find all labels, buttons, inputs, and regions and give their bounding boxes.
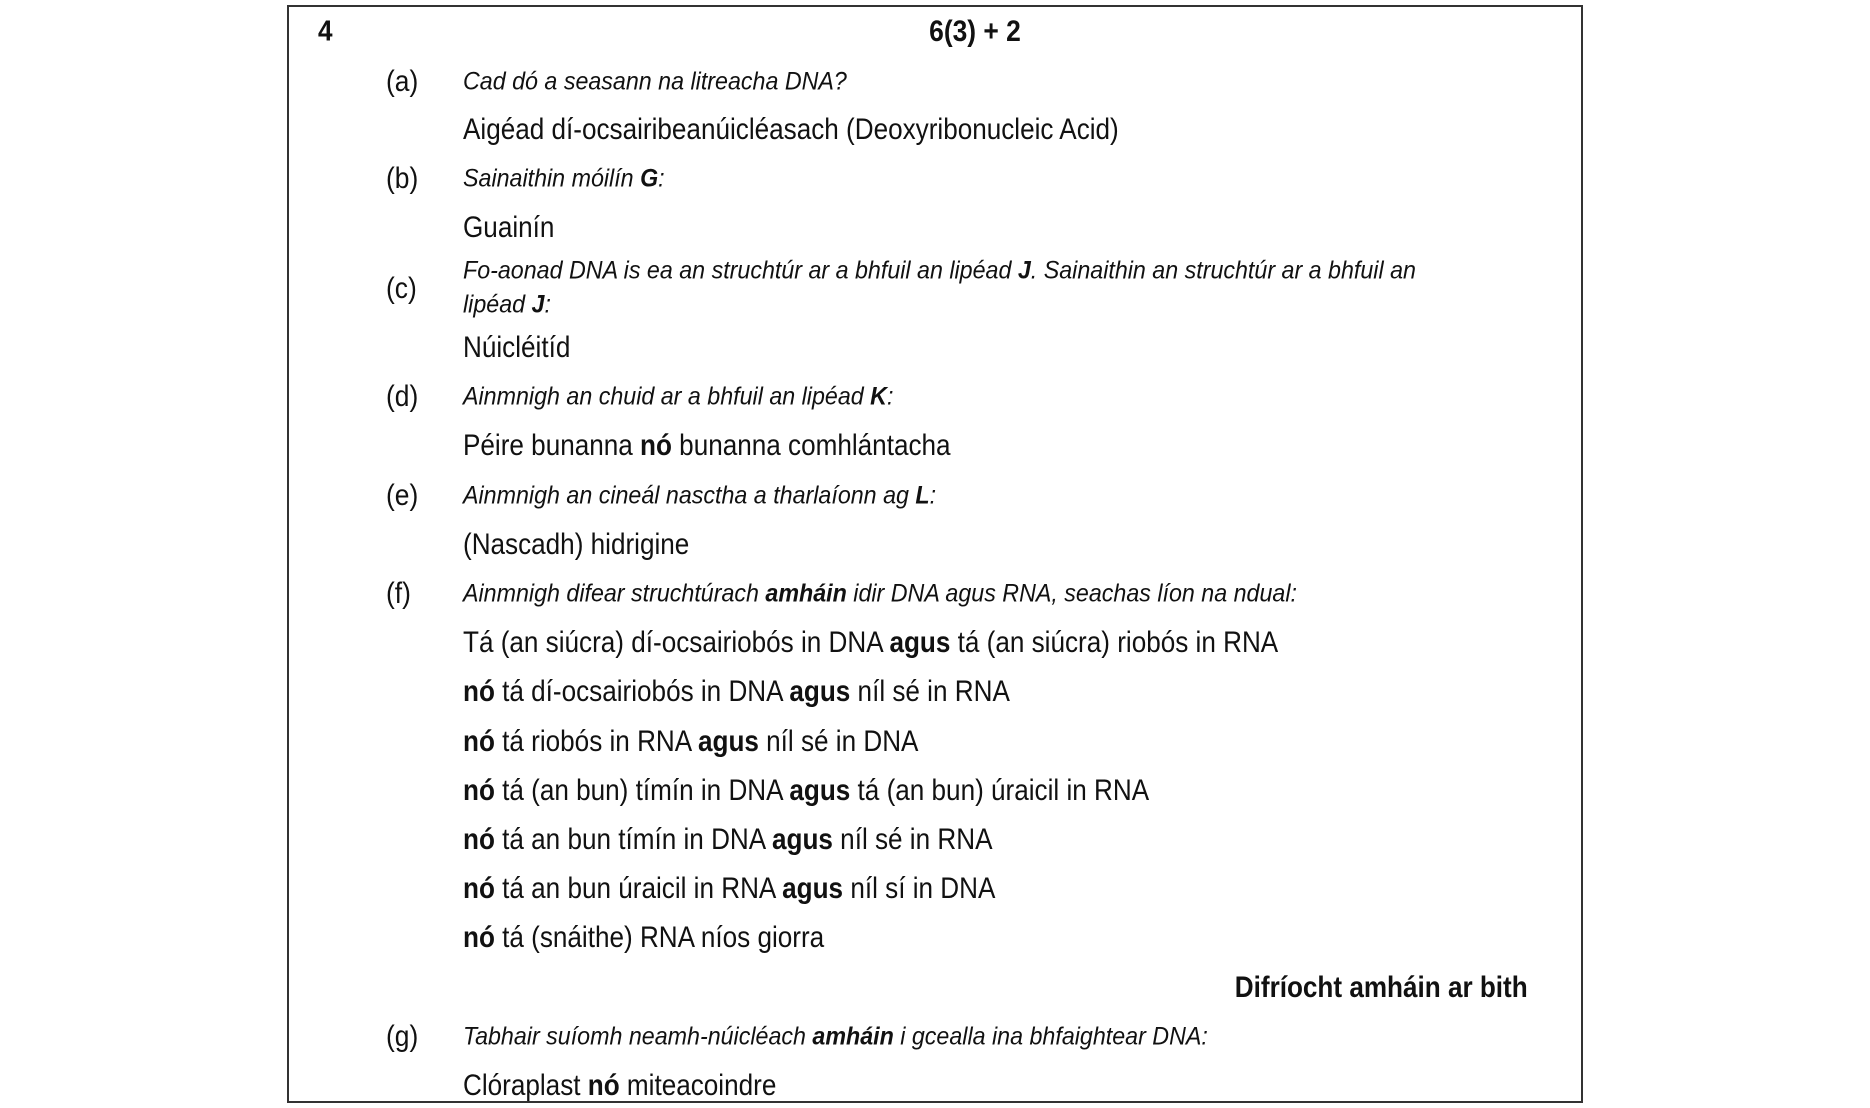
part-g-answer: Clóraplast nó miteacoindre (463, 1069, 777, 1102)
part-f-answer-option: nó tá dí-ocsairiobós in DNA agus níl sé in RNA (463, 675, 1010, 708)
part-f-answer-option: nó tá an bun úraicil in RNA agus níl sí in DNA (463, 872, 996, 905)
marks-allocation: 6(3) + 2 (929, 15, 1021, 48)
part-a-label: (a) (386, 65, 419, 98)
part-d-label: (d) (386, 380, 419, 413)
part-c-question-line2: lipéad J: (463, 290, 551, 319)
part-c-answer: Núicléitíd (463, 331, 571, 364)
part-e-label: (e) (386, 479, 419, 512)
part-f-answer-option: nó tá (snáithe) RNA níos giorra (463, 921, 825, 954)
part-g-label: (g) (386, 1020, 419, 1053)
part-f-question: Ainmnigh difear struchtúrach amháin idir DNA agus RNA, seachas líon na ndual: (463, 579, 1297, 608)
part-f-summary: Difríocht amháin ar bith (1235, 971, 1528, 1004)
part-a-question: Cad dó a seasann na litreacha DNA? (463, 67, 847, 96)
part-e-question: Ainmnigh an cineál nasctha a tharlaíonn ag L: (463, 481, 937, 510)
question-number: 4 (318, 15, 333, 48)
part-b-label: (b) (386, 162, 419, 195)
part-d-question: Ainmnigh an chuid ar a bhfuil an lipéad K: (463, 382, 894, 411)
part-g-question: Tabhair suíomh neamh-núicléach amháin i gcealla ina bhfaightear DNA: (463, 1022, 1208, 1051)
part-a-answer: Aigéad dí-ocsairibeanúicléasach (Deoxyribonucleic Acid) (463, 113, 1119, 146)
part-e-answer: (Nascadh) hidrigine (463, 528, 690, 561)
part-f-answer-option: nó tá (an bun) tímín in DNA agus tá (an bun) úraicil in RNA (463, 774, 1150, 807)
part-f-answer-option: Tá (an siúcra) dí-ocsairiobós in DNA agus tá (an siúcra) riobós in RNA (463, 626, 1279, 659)
part-f-answer-option: nó tá an bun tímín in DNA agus níl sé in RNA (463, 823, 993, 856)
part-c-label: (c) (386, 272, 417, 305)
part-b-answer: Guainín (463, 211, 555, 244)
part-d-answer: Péire bunanna nó bunanna comhlántacha (463, 429, 951, 462)
part-f-label: (f) (386, 577, 411, 610)
part-b-question: Sainaithin móilín G: (463, 164, 665, 193)
part-c-question-line1: Fo-aonad DNA is ea an struchtúr ar a bhfuil an lipéad J. Sainaithin an struchtúr ar a bhfuil an (463, 256, 1416, 285)
part-f-answer-option: nó tá riobós in RNA agus níl sé in DNA (463, 725, 919, 758)
